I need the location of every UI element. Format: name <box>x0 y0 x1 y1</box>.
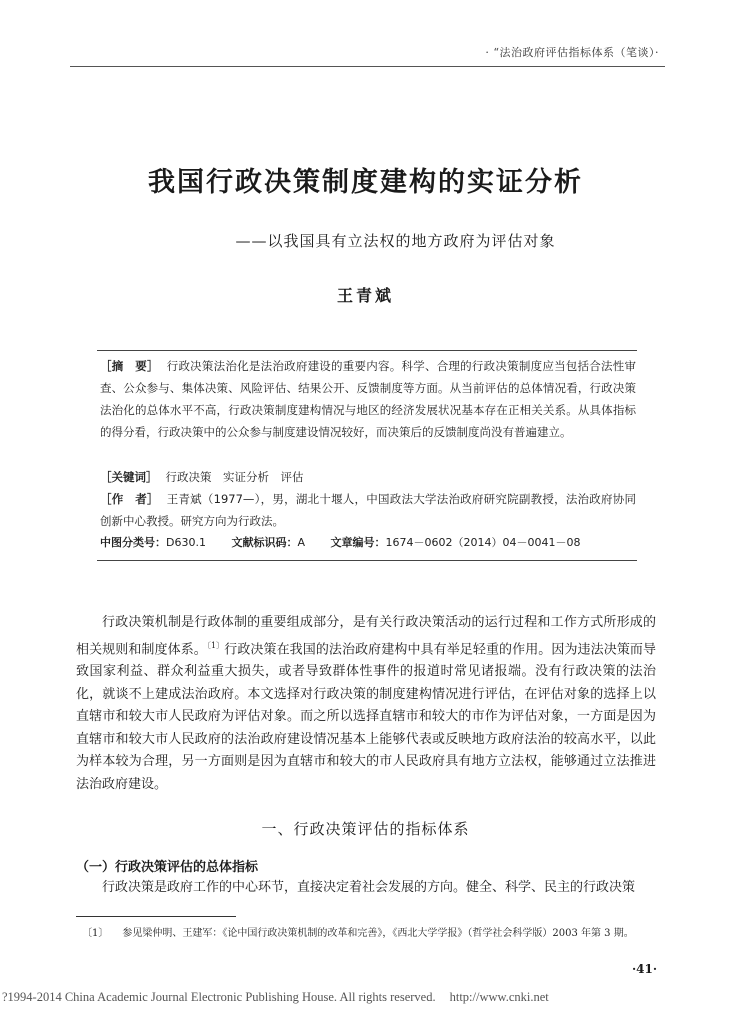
cnki-link[interactable]: http://www.cnki.net <box>449 990 549 1004</box>
copyright-line <box>2 990 549 1005</box>
footnote <box>82 924 662 939</box>
article-number-label: 文章编号： <box>330 536 386 549</box>
footnote-ref[interactable]: 〔1〕 <box>206 640 225 650</box>
body-paragraph-2: 行政决策是政府工作的中心环节，直接决定着社会发展的方向。健全、科学、民主的行政决策 <box>102 880 636 895</box>
article-subtitle: ——以我国具有立法权的地方政府为评估对象 <box>235 232 556 250</box>
header-rule <box>70 66 665 67</box>
doc-code-label: 文献标识码： <box>231 536 298 549</box>
abstract-rule-bottom <box>97 560 637 561</box>
abstract-summary-label: ［摘 要］ <box>100 359 159 373</box>
body-paragraph-1: 行政决策机制是行政体制的重要组成部分，是有关行政决策活动的运行过程和工作方式所形成的相关规则和制度体系。$^{〔1〕}$行政决策在我国的法治政府建构中具有举足轻重的作用。因为违法决策而导致国家利益、群众利益重大损失，或者导致群体性事件的报道时常见诸报端。没有行政决策的法治化，就谈不上建成法治政府。本文选择对行政决策的制度建构情况进行评估，在评估对象的选择上以直辖市和较大市人民政府为评估对象。而之所以选择直辖市和较大的市作为评估对象，一方面是因为直辖市和较大市人民政府的法治政府建设情况基本上能够代表或反映地方政府法治的较高水平，以此为样本较为合理，另一方面则是因为直辖市和较大的市人民政府具有地方立法权，能够通过立法推进法治政府建设。 <box>76 615 656 792</box>
article-number-value: 1674－0602（2014）04－0041－08 <box>385 536 581 549</box>
abstract-author-label: ［作 者］ <box>100 492 159 506</box>
footnote-number: 〔1〕 <box>82 928 109 939</box>
article-author: 王青斌 <box>336 286 394 305</box>
abstract-summary-text: 行政决策法治化是法治政府建设的重要内容。科学、合理的行政决策制度应当包括合法性审查、公众参与、集体决策、风险评估、结果公开、反馈制度等方面。从当前评估的总体情况看，行政决策法治化的总体水平不高，行政决策制度建构情况与地区的经济发展状况基本存在正相关关系。从具体指标的得分看，行政决策中的公众参与制度建设情况较好，而决策后的反馈制度尚没有普遍建立。 <box>100 359 637 439</box>
abstract-author <box>100 488 636 532</box>
running-head: · “法治政府评估指标体系（笔谈）· <box>485 46 659 59</box>
abstract-summary <box>100 355 636 443</box>
clc-label: 中图分类号： <box>100 536 166 549</box>
abstract-rule-top <box>97 350 637 351</box>
clc-value: D630.1 <box>166 536 206 549</box>
subsection-heading: （一）行政决策评估的总体指标 <box>76 860 259 875</box>
abstract-keywords-label: ［关键词］ <box>100 470 158 484</box>
abstract-author-text: 王青斌（1977—），男，湖北十堰人，中国政法大学法治政府研究院副教授，法治政府协同创新中心教授。研究方向为行政法。 <box>100 492 637 528</box>
section-heading: 一、行政决策评估的指标体系 <box>261 820 470 838</box>
page-number: ·41· <box>631 962 657 976</box>
abstract-keywords-text: 行政决策 实证分析 评估 <box>165 470 304 484</box>
article-title: 我国行政决策制度建构的实证分析 <box>148 167 583 198</box>
footnote-rule <box>76 916 236 917</box>
abstract-classification <box>100 532 636 554</box>
footnote-text: 参见梁仲明、王建军：《论中国行政决策机制的改革和完善》，《西北大学学报》（哲学社会科学版）2003 年第 3 期。 <box>122 928 634 939</box>
copyright-text: ?1994-2014 China Academic Journal Electronic Publishing House. All rights reserved. <box>2 990 436 1004</box>
doc-code-value: A <box>297 536 305 549</box>
abstract-keywords <box>100 466 636 488</box>
